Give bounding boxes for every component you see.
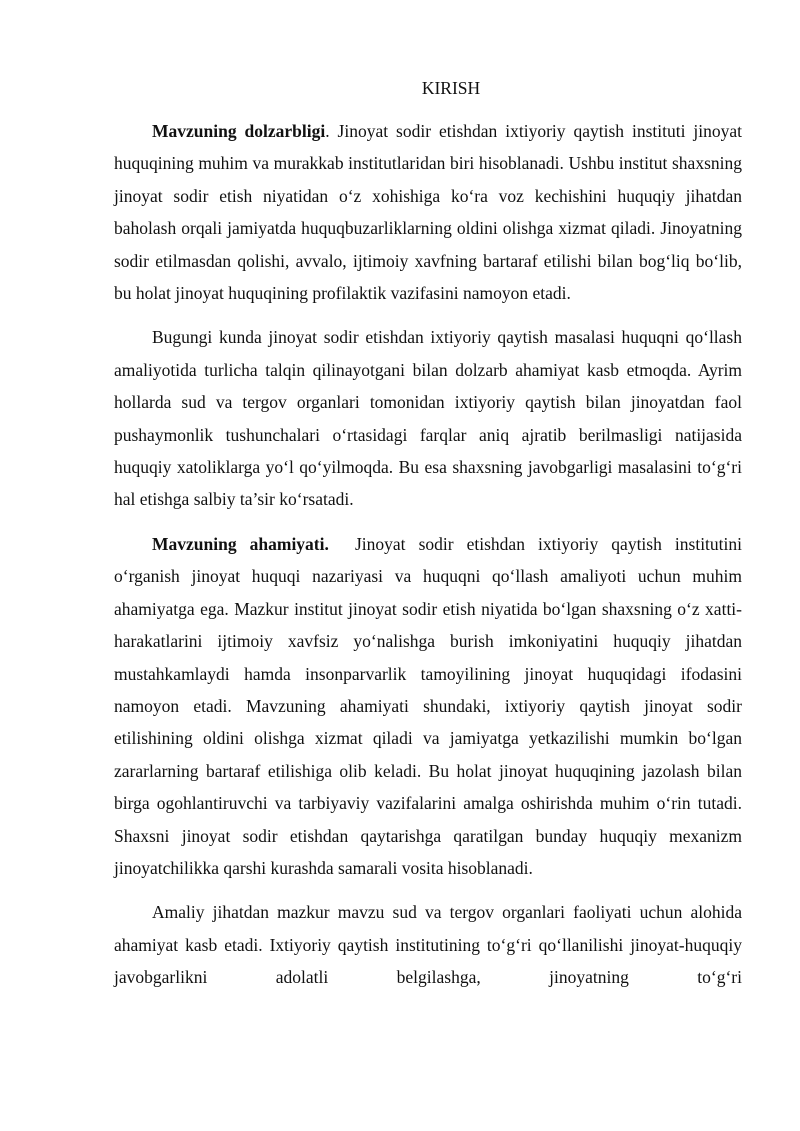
paragraph-text: . Jinoyat sodir etishdan ixtiyoriy qaytish instituti jinoyat huquqining muhim va murakkab institutlaridan biri hisoblanadi. Ushbu institut shaxsning jinoyat sodir etish niyatidan o‘z xohishiga ko‘ra voz kechishini huquqiy jihatdan baholash orqali jamiyatda huquqbuzarliklarning oldini olishga xizmat qiladi. Jinoyatning sodir etilmasdan qolishi, avvalo, ijtimoiy xavfning bartaraf etilishi bilan bog‘liq bo‘lib, bu holat jinoyat huquqining profilaktik vazifasini namoyon etadi.	[114, 121, 742, 304]
paragraph-text: Amaliy jihatdan mazkur mavzu sud va tergov organlari faoliyati uchun alohida ahamiyat kasb etadi. Ixtiyoriy qaytish institutining to‘g‘ri qo‘llanilishi jinoyat-huquqiy javobgarlikni adolatli belgilashga, jinoyatning to‘g‘ri	[114, 902, 742, 988]
paragraph-text: Bugungi kunda jinoyat sodir etishdan ixtiyoriy qaytish masalasi huquqni qo‘llash amaliyotida turlicha talqin qilinayotgani bilan dolzarb ahamiyat kasb etmoqda. Ayrim hollarda sud va tergov organlari tomonidan ixtiyoriy qaytish bilan jinoyatdan faol pushaymonlik tushunchalari o‘rtasidagi farqlar aniq ajratib berilmasligi natijasida huquqiy xatoliklarga yo‘l qo‘yilmoqda. Bu esa shaxsning javobgarligi masalasini to‘g‘ri hal etishga salbiy ta’sir ko‘rsatadi.	[114, 327, 742, 510]
document-page	[114, 72, 747, 994]
paragraph-practical	[114, 896, 742, 993]
paragraph-text: Jinoyat sodir etishdan ixtiyoriy qaytish institutini o‘rganish jinoyat huquqi nazariyasi va huquqni qo‘llash amaliyoti uchun muhim ahamiyatga ega. Mazkur institut jinoyat sodir etish niyatida bo‘lgan shaxsning o‘z xatti-harakatlarini ijtimoiy xavfsiz yo‘nalishga burish imkoniyatini huquqiy jihatdan mustahkamlaydi hamda insonparvarlik tamoyilining jinoyat huquqidagi ifodasini namoyon etadi. Mavzuning ahamiyati shundaki, ixtiyoriy qaytish jinoyat sodir etilishining oldini olishga xizmat qiladi va jamiyatga yetkazilishi mumkin bo‘lgan zararlarning bartaraf etilishiga olib keladi. Bu holat jinoyat huquqining jazolash bilan birga ogohlantiruvchi va tarbiyaviy vazifalarini amalga oshirishda muhim o‘rin tutadi. Shaxsni jinoyat sodir etishdan qaytarishga qaratilgan bunday huquqiy mexanizm jinoyatchilikka qarshi kurashda samarali vosita hisoblanadi.	[114, 533, 747, 878]
paragraph-relevance	[114, 115, 742, 309]
paragraph-lead: Mavzuning dolzarbligi	[152, 121, 326, 141]
paragraph-significance	[114, 528, 747, 884]
paragraph-lead: Mavzuning ahamiyati.	[152, 533, 329, 554]
paragraph-current-practice	[114, 321, 742, 515]
page-title: KIRISH	[421, 78, 481, 98]
